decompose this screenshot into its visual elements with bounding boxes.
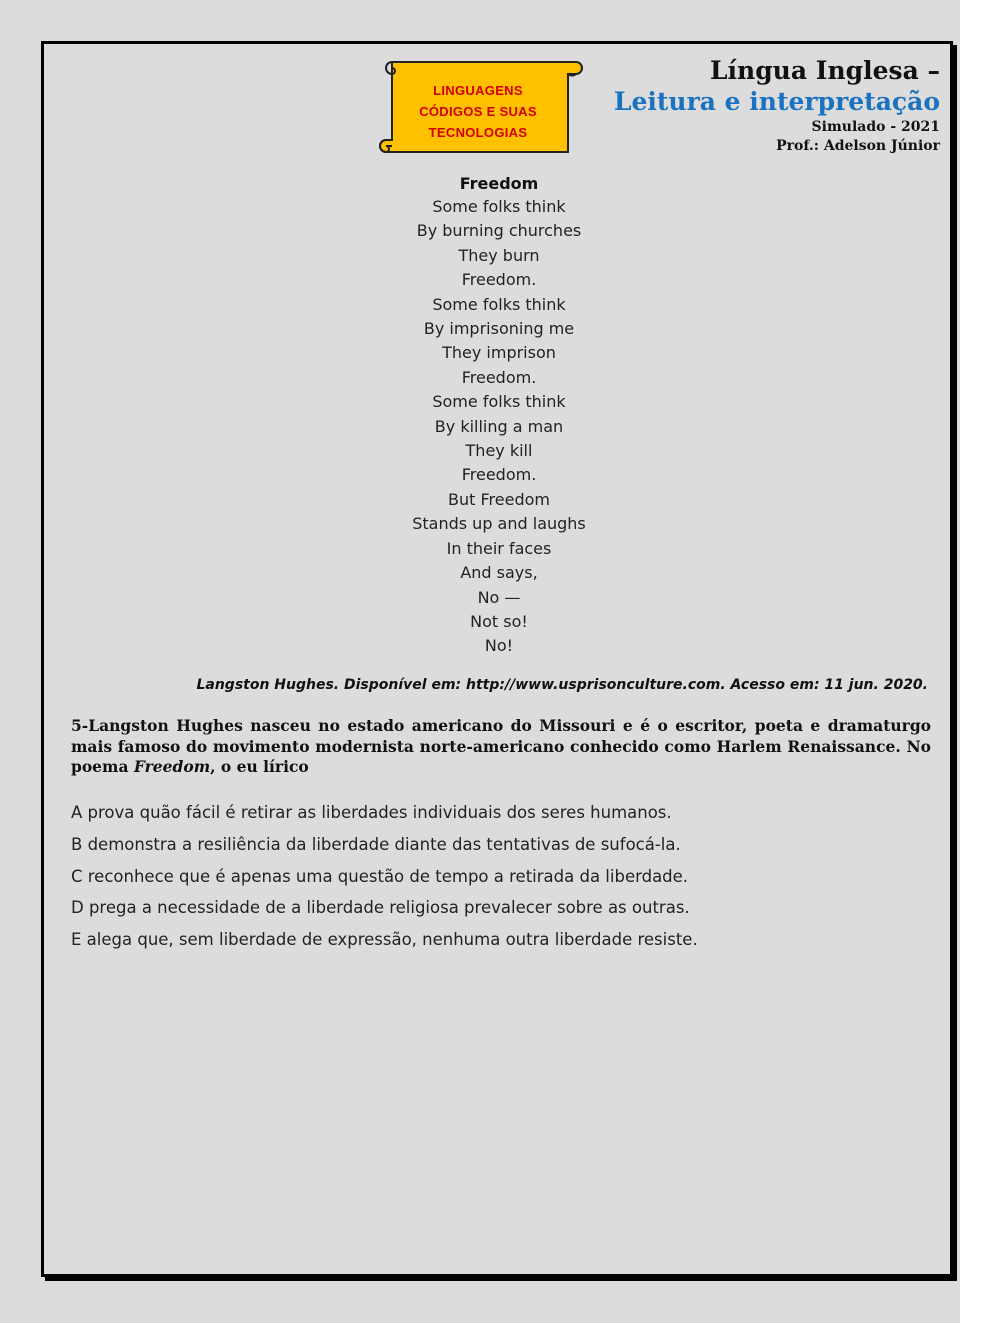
question-text: [71, 716, 931, 778]
poem-line: They kill: [465, 441, 533, 461]
poem-line: Some folks think: [432, 392, 566, 412]
poem-line: Some folks think: [432, 197, 566, 216]
poem-line: But Freedom: [448, 489, 550, 509]
poem-line: And says,: [460, 563, 538, 583]
source-citation: Langston Hughes. Disponível em: http://www.usprisonculture.com. Acesso em: 11 jun. 2020.: [196, 677, 928, 693]
page-header: [614, 56, 940, 156]
answer-option[interactable]: A prova quão fácil é retirar as liberdades individuais dos seres humanos.: [71, 803, 672, 822]
banner-line: CÓDIGOS E SUAS: [419, 104, 537, 119]
poem-line: Freedom.: [461, 270, 537, 290]
banner-text: [390, 80, 566, 143]
answer-option[interactable]: B demonstra a resiliência da liberdade diante das tentativas de sufocá-la.: [71, 834, 681, 854]
answer-option[interactable]: D prega a necessidade de a liberdade religiosa prevalecer sobre as outras.: [71, 898, 690, 918]
poem-lines: [349, 195, 649, 659]
poem-line: Freedom.: [461, 367, 537, 387]
poem-line: They burn: [458, 245, 540, 265]
banner-line: LINGUAGENS: [433, 83, 523, 98]
page-subtitle: Leitura e interpretação: [613, 87, 940, 116]
poem-line: Some folks think: [432, 294, 566, 314]
poem-line: Stands up and laughs: [412, 514, 586, 534]
poem-line: No!: [484, 636, 514, 656]
poem-line: By killing a man: [434, 416, 564, 436]
answer-option[interactable]: E alega que, sem liberdade de expressão, nenhuma outra liberdade resiste.: [71, 930, 698, 950]
poem-line: Freedom.: [461, 465, 537, 485]
answer-options: [71, 797, 931, 956]
poem-line: By burning churches: [416, 221, 582, 241]
poem-line: They imprison: [442, 343, 556, 363]
poem-title: Freedom: [459, 174, 539, 193]
poem-line: In their faces: [446, 538, 552, 558]
poem-line: By imprisoning me: [423, 319, 575, 339]
page-title: Língua Inglesa –: [709, 56, 940, 85]
teacher-label: Prof.: Adelson Júnior: [776, 138, 940, 154]
page-margin-strip: [960, 0, 1000, 1323]
poem-line: No —: [477, 587, 521, 607]
poem-line: Not so!: [470, 611, 528, 631]
poem-name: Freedom: [133, 757, 211, 776]
answer-option[interactable]: C reconhece que é apenas uma questão de tempo a retirada da liberdade.: [71, 866, 689, 886]
question-prefix: 5-Langston Hughes nasceu no estado americano do Missouri e é o escritor, poeta e dramaturgo mais famoso do movimento modernista norte-americano conhecido como Harlem Renaissance. No poema: [71, 716, 931, 776]
poem: [349, 173, 649, 659]
question-suffix: , o eu lírico: [210, 757, 309, 776]
banner-line: TECNOLOGIAS: [428, 125, 528, 140]
exam-label: Simulado - 2021: [811, 119, 940, 135]
